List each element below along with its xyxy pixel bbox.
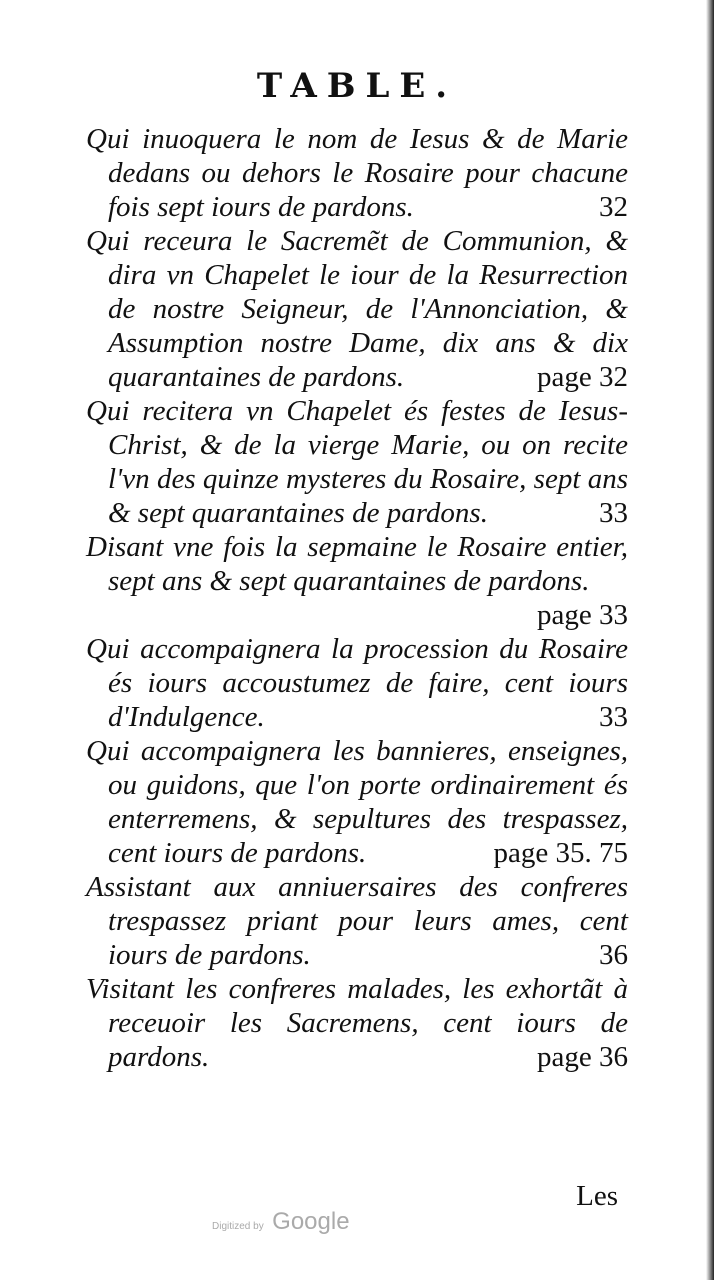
google-logo: Google — [272, 1208, 350, 1235]
page-reference: page 36 — [537, 1041, 628, 1073]
entry-text: Qui inuoquera le nom de Iesus & de Marie dedans ou dehors le Rosaire pour chacune fois sept iours de pardons. — [86, 123, 628, 223]
index-entry — [82, 870, 628, 972]
index-entry — [82, 122, 628, 224]
page-reference: 33 — [599, 701, 628, 733]
page-title: TABLE. — [256, 66, 458, 106]
index-entry — [82, 394, 628, 530]
page-edge — [706, 0, 714, 1280]
page-reference: 33 — [599, 497, 628, 529]
index-entry — [82, 530, 628, 632]
index-entry — [82, 972, 628, 1074]
index-entry — [82, 632, 628, 734]
page-reference: 32 — [599, 191, 628, 223]
index-entries — [82, 122, 628, 1074]
page-reference: page 35. 75 — [493, 837, 628, 869]
entry-text: Qui accompaignera les bannieres, enseignes, ou guidons, que l'on porte ordinairement és enterremens, & sepultures des trespassez, cent iours de pardons. — [86, 735, 628, 869]
entry-text: Assistant aux anniuersaires des confreres trespassez priant pour leurs ames, cent iours de pardons. — [86, 871, 628, 971]
page-reference: page 32 — [537, 361, 628, 393]
entry-text: Visitant les confreres malades, les exhortãt à receuoir les Sacremens, cent iours de pardons. — [86, 973, 628, 1073]
entry-text: Qui accompaignera la procession du Rosaire és iours accoustumez de faire, cent iours d'Indulgence. — [86, 633, 628, 733]
digitized-by-google-watermark — [212, 1208, 350, 1236]
catchword: Les — [576, 1180, 618, 1212]
digitized-by-label: Digitized by — [212, 1221, 264, 1232]
page-reference: 36 — [599, 939, 628, 971]
entry-text: Qui recitera vn Chapelet és festes de Iesus-Christ, & de la vierge Marie, ou on recite l'vn des quinze mysteres du Rosaire, sept ans & sept quarantaines de pardons. — [86, 395, 628, 529]
entry-text: Qui receura le Sacremẽt de Communion, & dira vn Chapelet le iour de la Resurrection de nostre Seigneur, de l'Annonciation, & Assumption nostre Dame, dix ans & dix quarantaines de pardons. — [86, 225, 628, 393]
index-entry — [82, 224, 628, 394]
page-reference: page 33 — [537, 599, 628, 631]
entry-text: Disant vne fois la sepmaine le Rosaire entier, sept ans & sept quarantaines de pardons. — [86, 531, 628, 597]
index-entry — [82, 734, 628, 870]
